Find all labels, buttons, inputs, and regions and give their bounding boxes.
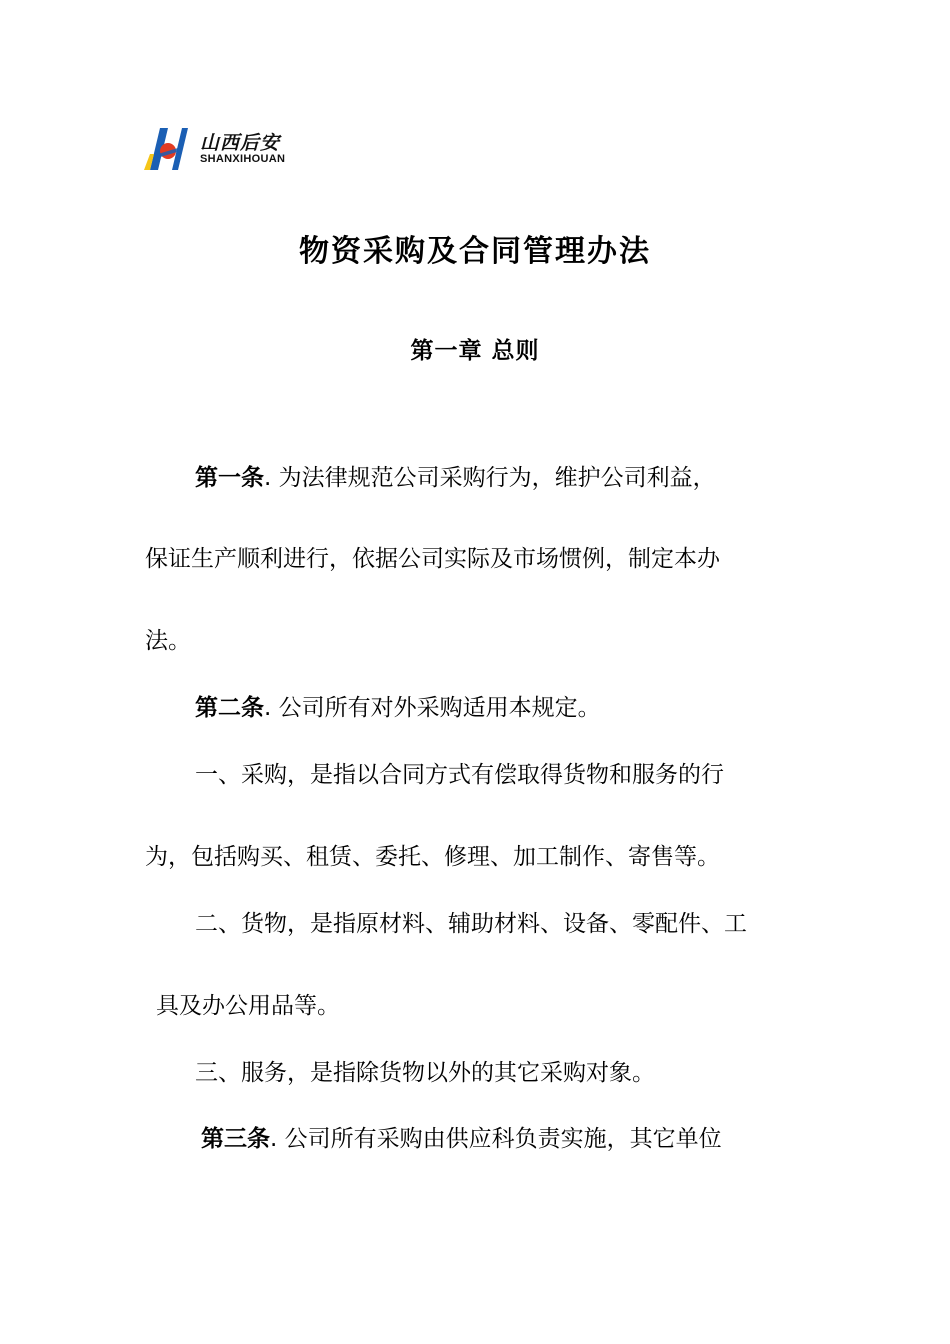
article-1-line-2: 保证生产顺利进行，依据公司实际及市场惯例，制定本办	[145, 546, 720, 572]
chapter-heading: 第一章 总则	[410, 337, 540, 364]
article-3-line-1	[201, 1124, 722, 1154]
article-2-line-1	[195, 693, 601, 723]
logo-english-name: SHANXIHOUAN	[200, 153, 286, 165]
logo-chinese-name: 山西后安	[200, 132, 281, 154]
clause-3-line-1: 三、服务，是指除货物以外的其它采购对象。	[195, 1060, 655, 1086]
company-logo	[144, 124, 304, 174]
article-label: 第三条	[201, 1126, 270, 1152]
company-logo-icon	[144, 124, 188, 172]
article-label: 第一条	[195, 465, 264, 491]
clause-1-line-1: 一、采购，是指以合同方式有偿取得货物和服务的行	[195, 762, 724, 788]
article-separator: .	[270, 1126, 278, 1152]
article-separator: .	[264, 465, 272, 491]
article-1-line-1	[195, 463, 716, 493]
clause-1-line-2: 为，包括购买、租赁、委托、修理、加工制作、寄售等。	[145, 844, 720, 870]
article-text: 公司所有对外采购适用本规定。	[271, 695, 601, 721]
article-text: 公司所有采购由供应科负责实施，其它单位	[277, 1126, 722, 1152]
article-1-line-3: 法。	[145, 628, 191, 654]
document-title: 物资采购及合同管理办法	[299, 234, 651, 269]
clause-2-line-1: 二、货物，是指原材料、辅助材料、设备、零配件、工	[195, 911, 747, 937]
clause-2-line-2: 具及办公用品等。	[156, 993, 340, 1019]
article-text: 为法律规范公司采购行为，维护公司利益，	[271, 465, 716, 491]
article-label: 第二条	[195, 695, 264, 721]
article-separator: .	[264, 695, 272, 721]
